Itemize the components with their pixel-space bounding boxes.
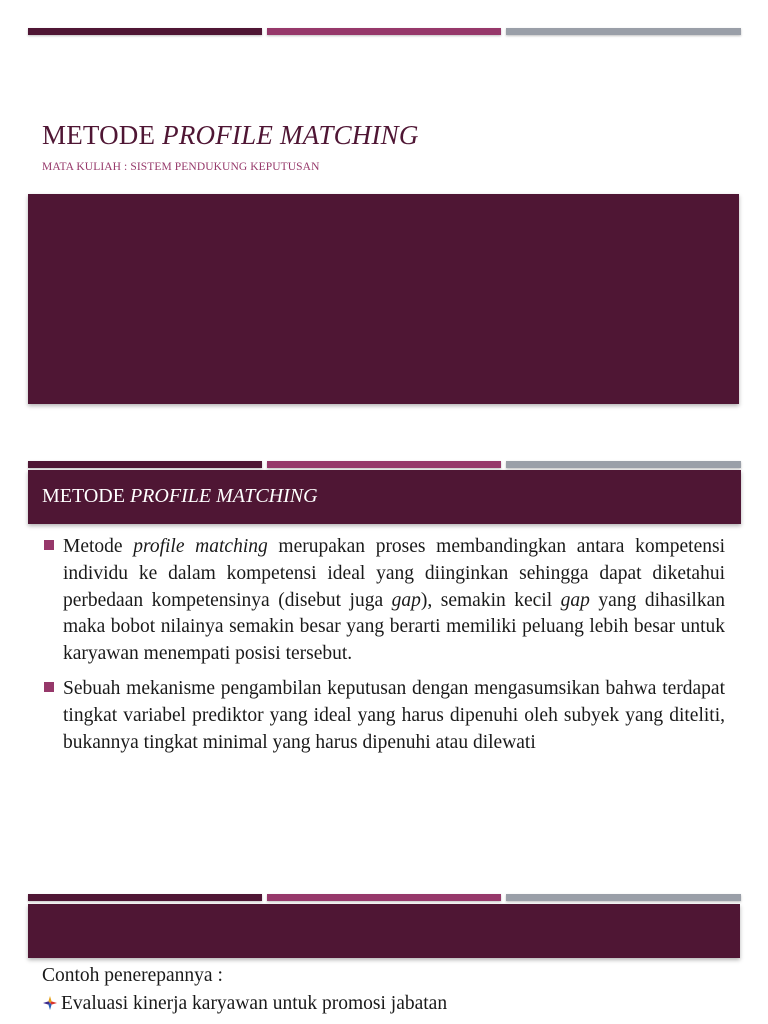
bullet-text-italic: profile matching (133, 536, 268, 557)
slide2-header-bar (28, 470, 741, 524)
slide3-header-bar (28, 904, 740, 958)
bullet-text (63, 534, 730, 668)
stripe-segment-accent (267, 28, 501, 35)
stripe-segment-gray (506, 461, 741, 468)
slide2-header-title (42, 485, 318, 508)
slide1-title-plain: METODE (42, 120, 163, 150)
four-point-star-icon (42, 995, 58, 1011)
bullet-text-italic: gap (560, 589, 590, 611)
stripe-segment-gray (506, 28, 741, 35)
bullet-item (44, 676, 730, 756)
stripe-segment-primary (28, 28, 262, 35)
stripe-segment-gray (506, 894, 741, 901)
example-item-text: Evaluasi kinerja karyawan untuk promosi jabatan (61, 993, 448, 1014)
slide1-title (42, 120, 419, 151)
bullet-text-segment: Metode (63, 536, 134, 557)
bullet-text (63, 676, 730, 756)
square-bullet-icon (44, 682, 54, 692)
slide3-stripe (28, 894, 741, 903)
slide1-title-italic: PROFILE MATCHING (162, 120, 419, 150)
square-bullet-icon (44, 540, 54, 550)
slide2-bullet-list (44, 534, 730, 764)
bullet-item (44, 534, 730, 668)
bullet-text-segment: merupakan proses membandingkan antara kompetensi individu ke dalam kompetensi ideal yang diinginkan sehingga dapat diketahui perbedaan kompetensinya (disebut juga (63, 536, 730, 611)
slide1-color-block (28, 194, 739, 404)
slide2-header-italic: PROFILE MATCHING (129, 485, 318, 507)
slide2-stripe (28, 461, 741, 470)
example-heading: Contoh penerepannya : (42, 965, 223, 986)
stripe-segment-accent (267, 894, 501, 901)
stripe-segment-primary (28, 894, 262, 901)
bullet-text-segment: Sebuah mekanisme pengambilan keputusan dengan mengasumsikan bahwa terdapat tingkat variabel prediktor yang ideal yang harus dipenuhi oleh subyek yang diteliti, bukannya tingkat minimal yang harus dipenuhi atau dilewati (63, 677, 730, 753)
bullet-text-italic: gap (391, 589, 421, 611)
slide2-header-plain: METODE (42, 485, 130, 507)
stripe-segment-primary (28, 461, 262, 468)
stripe-segment-accent (267, 461, 501, 468)
bullet-text-segment: ), semakin kecil (420, 589, 561, 611)
top-stripe (28, 28, 741, 37)
slide1-subtitle: MATA KULIAH : SISTEM PENDUKUNG KEPUTUSAN (42, 161, 320, 173)
bullet-text-segment: yang dihasilkan maka bobot nilainya semakin besar yang berarti memiliki peluang lebih besar untuk karyawan menempati posisi tersebut. (63, 589, 730, 665)
example-list-item (42, 993, 447, 1015)
